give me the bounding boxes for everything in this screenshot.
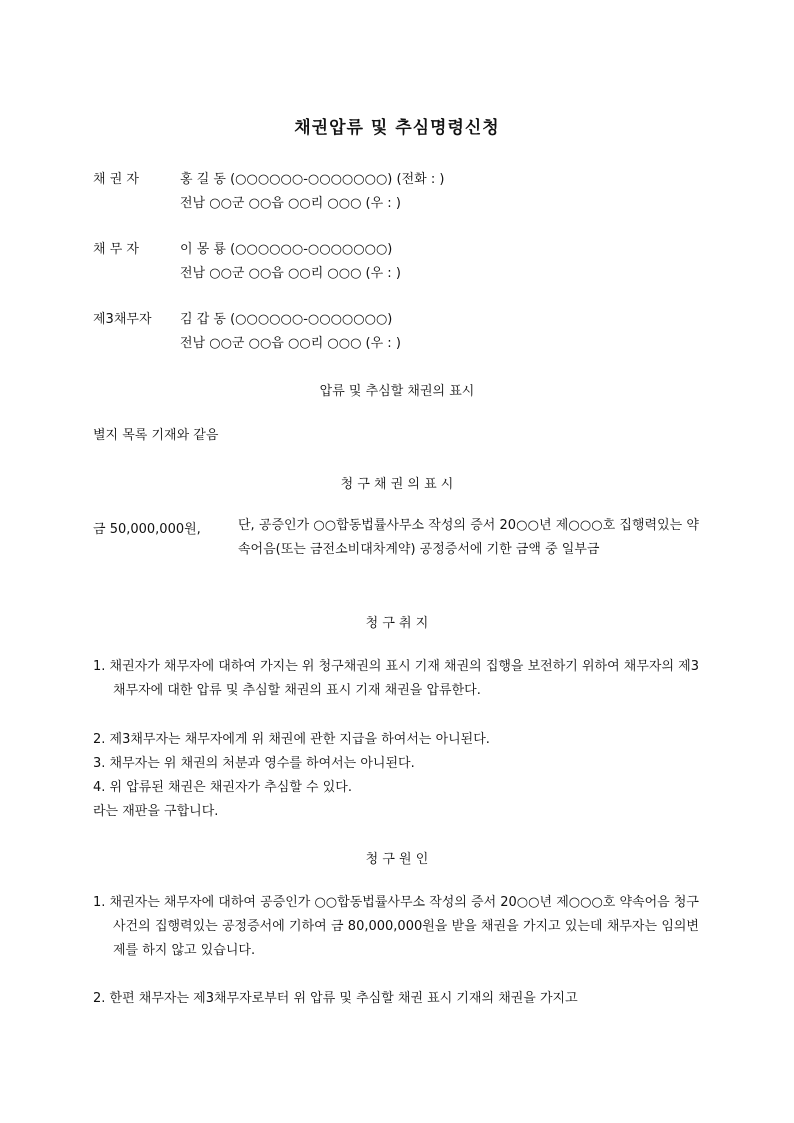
purpose-item: 4. 위 압류된 채권은 채권자가 추심할 수 있다.	[93, 780, 352, 795]
section-heading-claim: 청 구 채 권 의 표 시	[340, 477, 454, 492]
cause-item: 2. 한편 채무자는 제3채무자로부터 위 압류 및 추심할 채권 표시 기재의 채권을 가지고	[93, 991, 578, 1006]
debtor-address-line: 전남 ○○군 ○○읍 ○○리 ○○○ (우 : )	[180, 266, 401, 281]
claim-description: 단, 공증인가 ○○합동법률사무소 작성의 증서 20○○년 제○○○호 집행력있는 약속어음(또는 금전소비대차계약) 공정증서에 기한 금액 중 일부금	[238, 518, 699, 557]
creditor-label: 채 권 자	[93, 172, 139, 187]
debtor-name-line: 이 몽 룡 (○○○○○○-○○○○○○○)	[180, 242, 393, 257]
cause-item: 1. 채권자는 채무자에 대하여 공증인가 ○○합동법률사무소 작성의 증서 20○○년 제○○○호 약속어음 청구사건의 집행력있는 공정증서에 기하여 금 80,000,000원을 받을 채권을 가지고 있는데 채무자는 임의변제를 하지 않고 있습니다.	[93, 895, 699, 958]
section-heading-seizure: 압류 및 추심할 채권의 표시	[319, 384, 475, 399]
third-debtor-address-line: 전남 ○○군 ○○읍 ○○리 ○○○ (우 : )	[180, 336, 401, 351]
debtor-label: 채 무 자	[93, 242, 139, 257]
purpose-item: 3. 채무자는 위 채권의 처분과 영수를 하여서는 아니된다.	[93, 756, 415, 771]
seizure-text: 별지 목록 기재와 같음	[93, 428, 219, 443]
claim-amount: 금 50,000,000원,	[93, 522, 201, 537]
third-debtor-name-line: 김 갑 동 (○○○○○○-○○○○○○○)	[180, 312, 393, 327]
section-heading-purpose: 청 구 취 지	[365, 616, 429, 631]
creditor-name-line: 홍 길 동 (○○○○○○-○○○○○○○) (전화 : )	[180, 172, 445, 187]
creditor-address-line: 전남 ○○군 ○○읍 ○○리 ○○○ (우 : )	[180, 196, 401, 211]
purpose-closing: 라는 재판을 구합니다.	[93, 804, 219, 819]
section-heading-cause: 청 구 원 인	[365, 852, 429, 867]
document-title: 채권압류 및 추심명령신청	[294, 118, 500, 138]
purpose-item: 1. 채권자가 채무자에 대하여 가지는 위 청구채권의 표시 기재 채권의 집행을 보전하기 위하여 채무자의 제3채무자에 대한 압류 및 추심할 채권의 표시 기재 채권을 압류한다.	[93, 659, 699, 698]
third-debtor-label: 제3채무자	[93, 312, 152, 327]
purpose-item: 2. 제3채무자는 채무자에게 위 채권에 관한 지급을 하여서는 아니된다.	[93, 732, 490, 747]
